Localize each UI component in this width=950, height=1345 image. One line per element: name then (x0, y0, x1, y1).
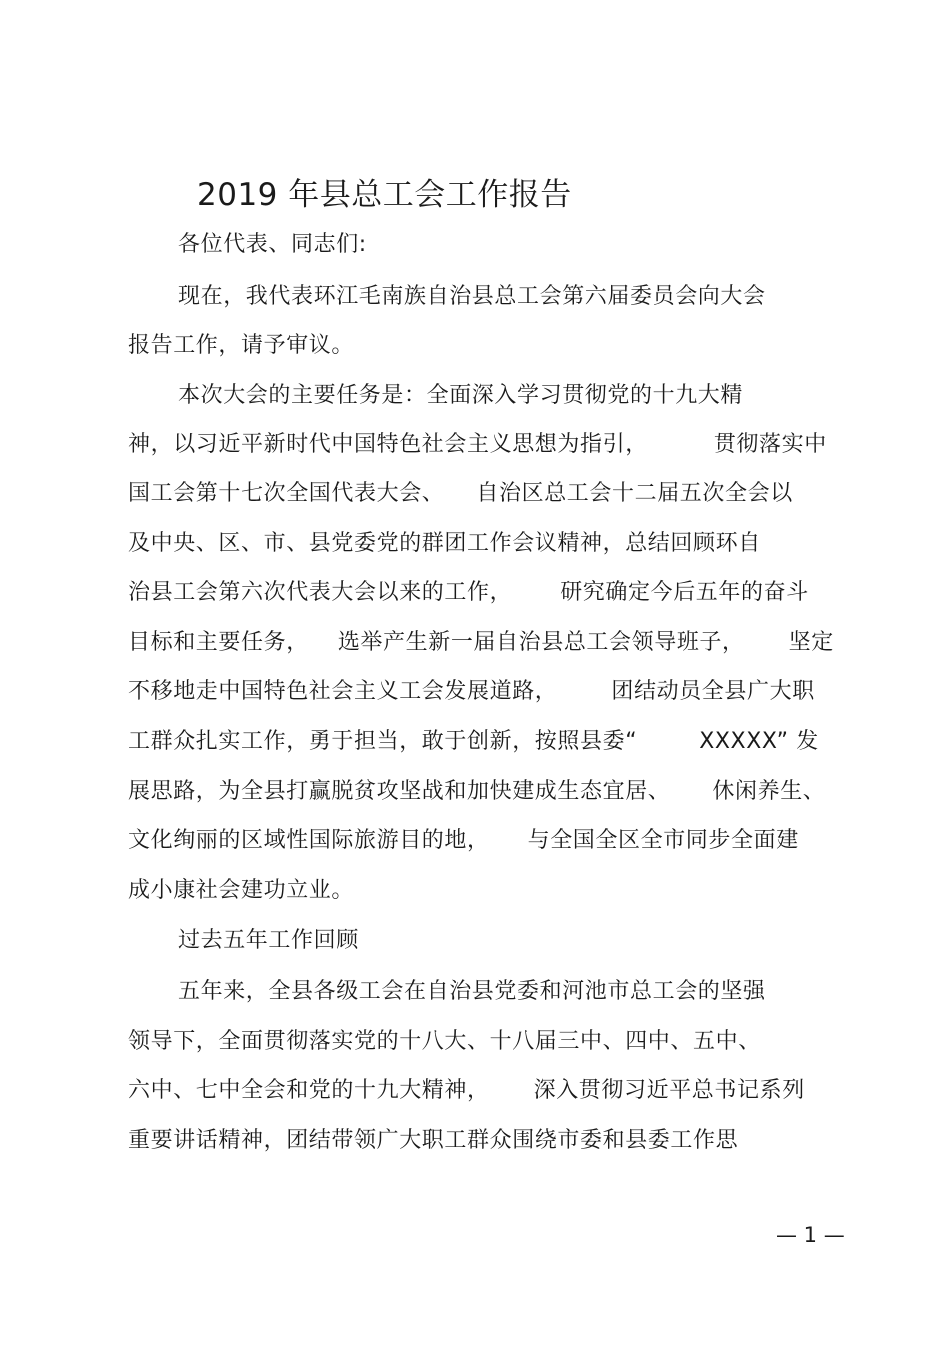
intro-line-2: 报告工作，请予审议。 (128, 333, 355, 358)
salutation: 各位代表、同志们: (178, 232, 367, 257)
tasks-line-5-part-1: 治县工会第六次代表大会以来的工作， (128, 580, 513, 605)
section-heading: 过去五年工作回顾 (178, 928, 359, 953)
review-line-3 (128, 1076, 805, 1106)
tasks-line-6-part-2: 选举产生新一届自治县总工会领导班子， (337, 630, 745, 655)
review-line-3-part-2: 深入贯彻习近平总书记系列 (533, 1078, 805, 1103)
review-line-4: 重要讲话精神，团结带领广大职工群众围绕市委和县委工作思 (128, 1128, 739, 1153)
tasks-line-3-part-1: 国工会第十七次全国代表大会、 (128, 481, 445, 506)
tasks-line-5 (128, 578, 809, 608)
tasks-line-11: 成小康社会建功立业。 (128, 878, 355, 903)
tasks-line-8-part-2: XXXXX” 发 (699, 729, 819, 754)
tasks-line-10-part-2: 与全国全区全市同步全面建 (527, 828, 799, 853)
page-number: — 1 — (776, 1223, 845, 1247)
tasks-line-5-part-2: 研究确定今后五年的奋斗 (560, 580, 809, 605)
tasks-line-10 (128, 826, 799, 856)
tasks-line-8-part-1: 工群众扎实工作，勇于担当，敢于创新，按照县委“ (128, 729, 638, 754)
intro-line-1: 现在，我代表环江毛南族自治县总工会第六届委员会向大会 (178, 284, 766, 309)
tasks-line-7 (128, 677, 815, 707)
tasks-line-4: 及中央、区、市、县党委党的群团工作会议精神，总结回顾环自 (128, 531, 761, 556)
tasks-line-9 (128, 777, 825, 807)
tasks-line-6-part-1: 目标和主要任务， (128, 630, 309, 655)
review-line-1: 五年来，全县各级工会在自治县党委和河池市总工会的坚强 (178, 979, 766, 1004)
tasks-line-3-part-2: 自治区总工会十二届五次全会以 (476, 481, 793, 506)
review-line-2: 领导下，全面贯彻落实党的十八大、十八届三中、四中、五中、 (128, 1029, 761, 1054)
tasks-line-9-part-1: 展思路，为全县打赢脱贫攻坚战和加快建成生态宜居、 (128, 779, 671, 804)
tasks-line-7-part-2: 团结动员全县广大职 (611, 679, 815, 704)
tasks-line-2 (128, 430, 827, 460)
tasks-line-8 (128, 727, 819, 757)
tasks-line-6-part-3: 坚定 (788, 630, 834, 655)
tasks-line-7-part-1: 不移地走中国特色社会主义工会发展道路， (128, 679, 558, 704)
tasks-line-2-part-2: 贯彻落实中 (713, 432, 827, 457)
tasks-line-9-part-2: 休闲养生、 (712, 779, 826, 804)
tasks-line-2-part-1: 神，以习近平新时代中国特色社会主义思想为指引， (128, 432, 648, 457)
tasks-line-3 (128, 479, 793, 509)
tasks-line-6 (128, 628, 834, 658)
tasks-line-1: 本次大会的主要任务是：全面深入学习贯彻党的十九大精 (178, 383, 744, 408)
document-title: 2019 年县总工会工作报告 (197, 177, 572, 213)
tasks-line-10-part-1: 文化绚丽的区域性国际旅游目的地， (128, 828, 490, 853)
review-line-3-part-1: 六中、七中全会和党的十九大精神， (128, 1078, 490, 1103)
